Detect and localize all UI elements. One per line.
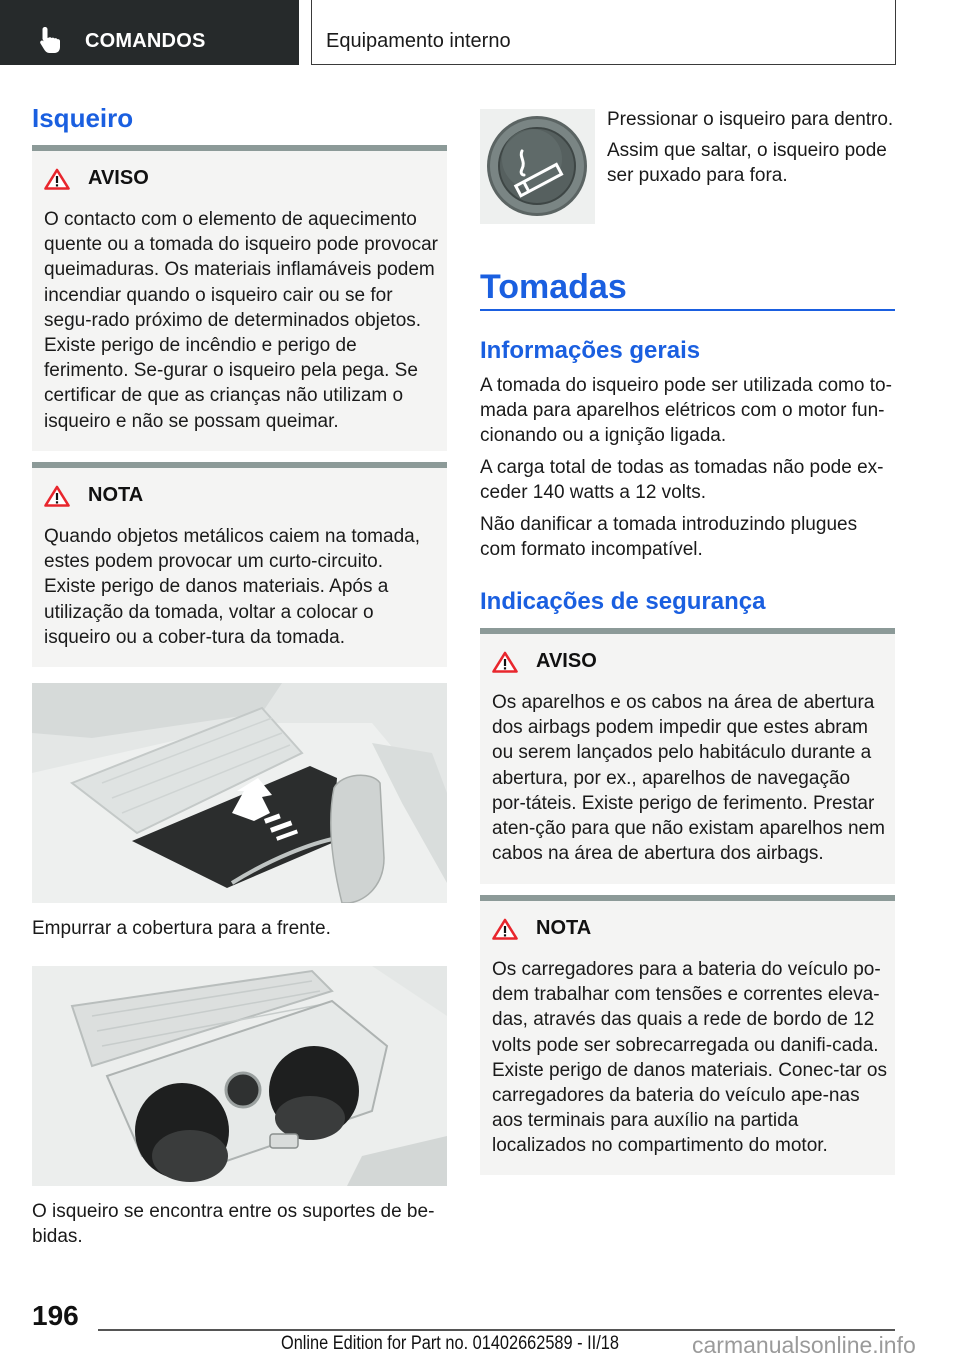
warning-label: AVISO [536,650,597,672]
figure1-caption: Empurrar a cobertura para a frente. [32,918,331,939]
cigarette-lighter-icon [480,109,595,224]
page-number: 196 [32,1300,79,1331]
warning-badge [44,167,149,190]
warning-text: Os aparelhos e os cabos na área de abertura dos airbags podem impedir que estes abram ou serem lançados pelo habitáculo durante a abertura, por ex., aparelhos de navegação por-táteis. Existe perigo de ferimento. Prestar aten-ção para que não existam aparelhos nem cabos na área de abertura dos airbags. [492,692,885,865]
info-paragraph-3: Não danificar a tomada introduzindo plugues com formato incompatível. [480,514,858,561]
pointing-hand-icon [38,26,64,54]
note-label: NOTA [88,484,144,506]
edition-text: Online Edition for Part no. 01402662589 - II/18 [281,1333,619,1354]
safety-note-box [480,895,895,1175]
warning-triangle-icon [492,651,518,673]
note-badge [44,484,143,507]
note-box [32,462,447,667]
note-badge [492,917,591,940]
section-heading-tomadas: Tomadas [480,268,627,306]
heading-rule [480,309,895,311]
section-tab[interactable] [311,0,896,65]
note-label: NOTA [536,917,592,939]
info-paragraph-2: A carga total de todas as tomadas não pode ex-ceder 140 watts a 12 volts. [480,457,884,504]
cup-holder-illustration [32,966,447,1186]
safety-warning-box [480,628,895,884]
note-text: Os carregadores para a bateria do veículo po-dem trabalhar com tensões e correntes eleva-das, através das quais a rede de bordo de 12 volts pode ser sobrecarregada ou danifi-cada. Existe perigo de danos materiais. Conec-tar os carregadores da bateria do veículo ape-nas aos terminais para auxílio na partida localizados no compartimento do motor. [492,959,887,1157]
console-cover-illustration [32,683,447,903]
lighter-button-image [480,109,595,224]
lighter-instruction-2: Assim que saltar, o isqueiro pode ser puxado para fora. [607,140,887,187]
warning-triangle-icon [44,168,70,190]
note-text: Quando objetos metálicos caiem na tomada, estes podem provocar um curto-circuito. Existe perigo de danos materiais. Após a utilização da tomada, voltar a colocar o isqueiro ou a cober-tura da tomada. [44,526,420,648]
warning-triangle-icon [44,485,70,507]
info-paragraph-1: A tomada do isqueiro pode ser utilizada como to-mada para aparelhos elétricos com o motor fun-cionando ou a ignição ligada. [480,375,892,447]
footer-rule [98,1329,895,1331]
subheading-informacoes-gerais: Informações gerais [480,337,701,364]
warning-box [32,145,447,451]
chapter-tab[interactable] [0,0,299,65]
section-title: Equipamento interno [326,30,511,52]
warning-label: AVISO [88,167,149,189]
warning-badge [492,650,597,673]
chapter-title: COMANDOS [85,30,206,52]
figure2-caption: O isqueiro se encontra entre os suportes de be-bidas. [32,1201,435,1248]
section-heading-isqueiro: Isqueiro [32,103,134,133]
warning-triangle-icon [492,918,518,940]
lighter-instruction-1: Pressionar o isqueiro para dentro. [607,109,894,130]
subheading-indicacoes-seguranca: Indicações de segurança [480,588,766,615]
watermark-link[interactable]: carmanualsonline.info [692,1332,916,1358]
warning-text: O contacto com o elemento de aquecimento quente ou a tomada do isqueiro pode provocar queimaduras. Os materiais inflamáveis podem incendiar quando o isqueiro cair ou se for segu-rado próximo de determinados objetos. Existe perigo de incêndio e perigo de ferimento. Se-gurar o isqueiro pela pega. Se certificar de que as crianças não utilizam o isqueiro e não se possam queimar. [44,209,438,432]
